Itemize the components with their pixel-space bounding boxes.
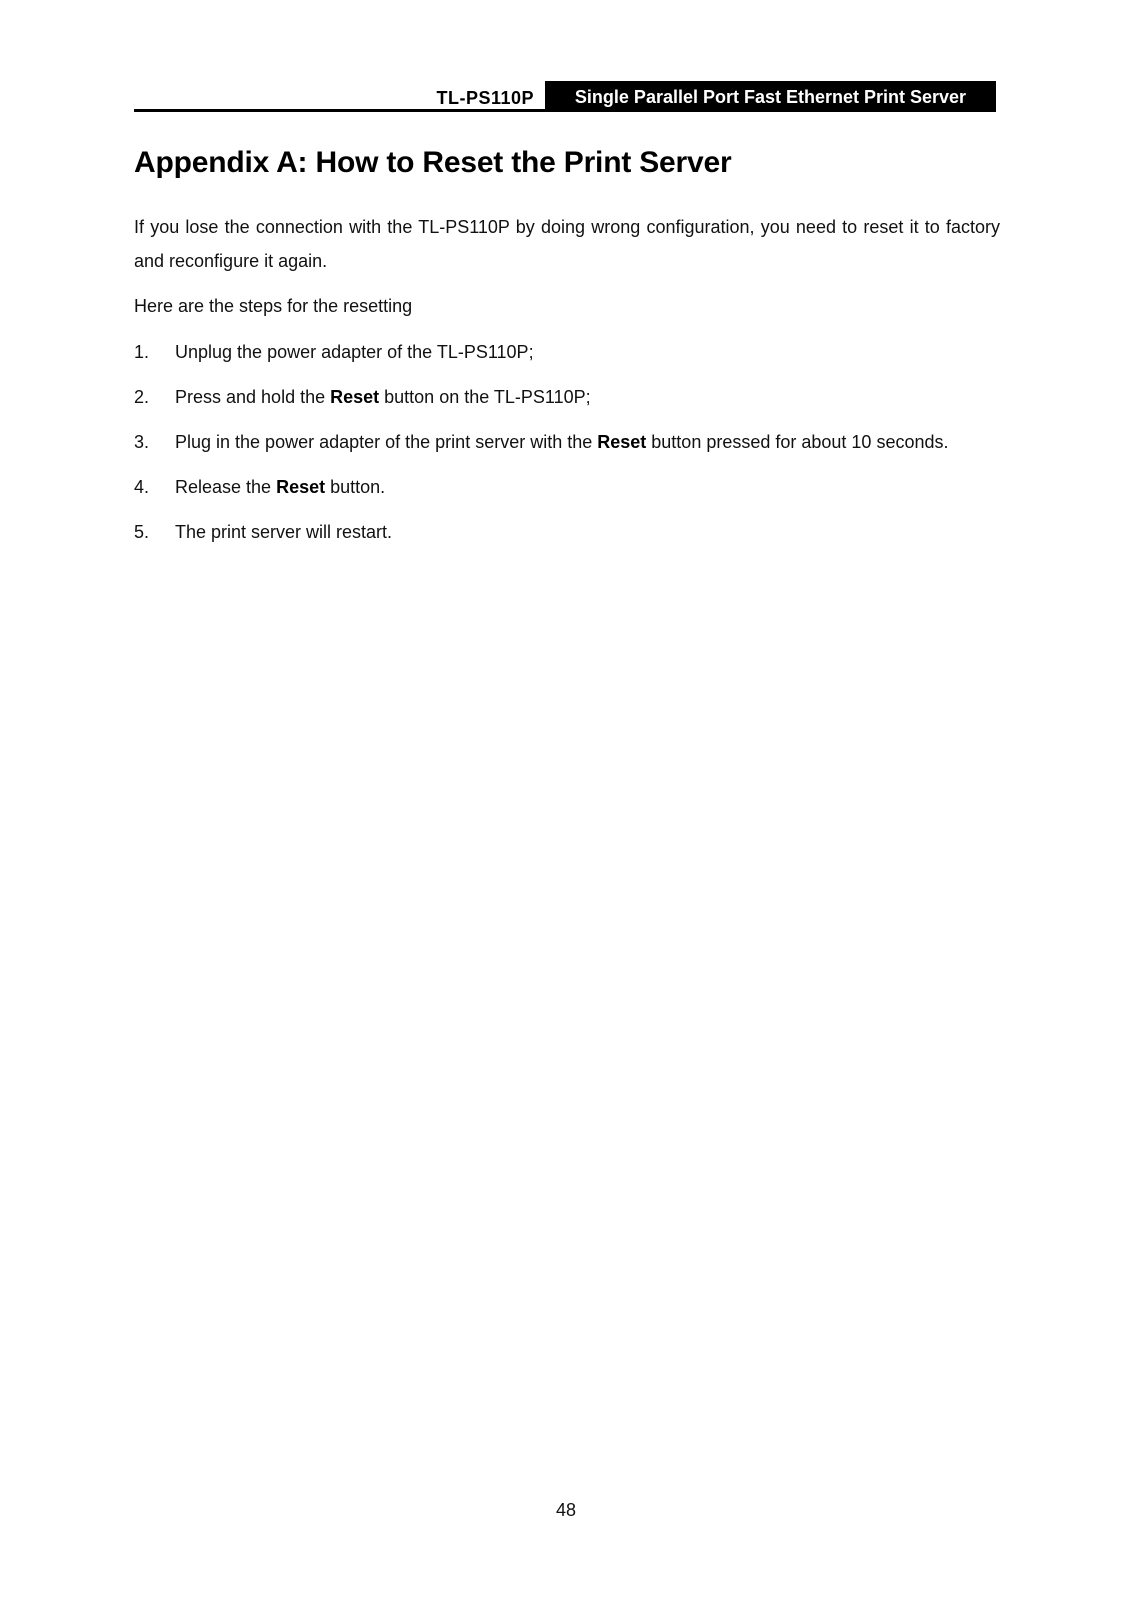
step-text: Press and hold the xyxy=(175,387,331,407)
reset-steps-list xyxy=(134,338,1000,563)
header-model-name: TL-PS110P xyxy=(436,88,534,108)
header-product-title: Single Parallel Port Fast Ethernet Print Server xyxy=(545,81,996,111)
step-number: 3. xyxy=(134,432,150,452)
page-title: Appendix A: How to Reset the Print Server xyxy=(134,146,732,179)
step-item xyxy=(134,428,1000,457)
step-number: 5. xyxy=(134,522,150,542)
step-item xyxy=(134,473,1000,502)
page-header xyxy=(134,80,996,112)
step-text: The print server will restart. xyxy=(175,522,393,542)
step-item xyxy=(134,383,1000,412)
step-bold-term: Reset xyxy=(597,432,647,452)
step-text: Unplug the power adapter of the TL-PS110P; xyxy=(175,342,534,362)
intro-paragraph: If you lose the connection with the TL-PS110P by doing wrong configuration, you need to reset it to factory and reconfigure it again. xyxy=(134,217,1000,271)
step-text-end: button pressed for about 10 seconds. xyxy=(646,432,949,452)
page-number: 48 xyxy=(555,1500,577,1520)
step-number: 1. xyxy=(134,342,150,362)
step-text: Plug in the power adapter of the print server with the xyxy=(175,432,598,452)
step-text-end: button. xyxy=(325,477,386,497)
step-bold-term: Reset xyxy=(330,387,380,407)
step-item xyxy=(134,518,1000,547)
step-text-end: button on the TL-PS110P; xyxy=(379,387,591,407)
step-number: 2. xyxy=(134,387,150,407)
steps-lead-text: Here are the steps for the resetting xyxy=(134,296,413,316)
step-bold-term: Reset xyxy=(276,477,326,497)
step-item xyxy=(134,338,1000,367)
step-number: 4. xyxy=(134,477,150,497)
step-text: Release the xyxy=(175,477,277,497)
